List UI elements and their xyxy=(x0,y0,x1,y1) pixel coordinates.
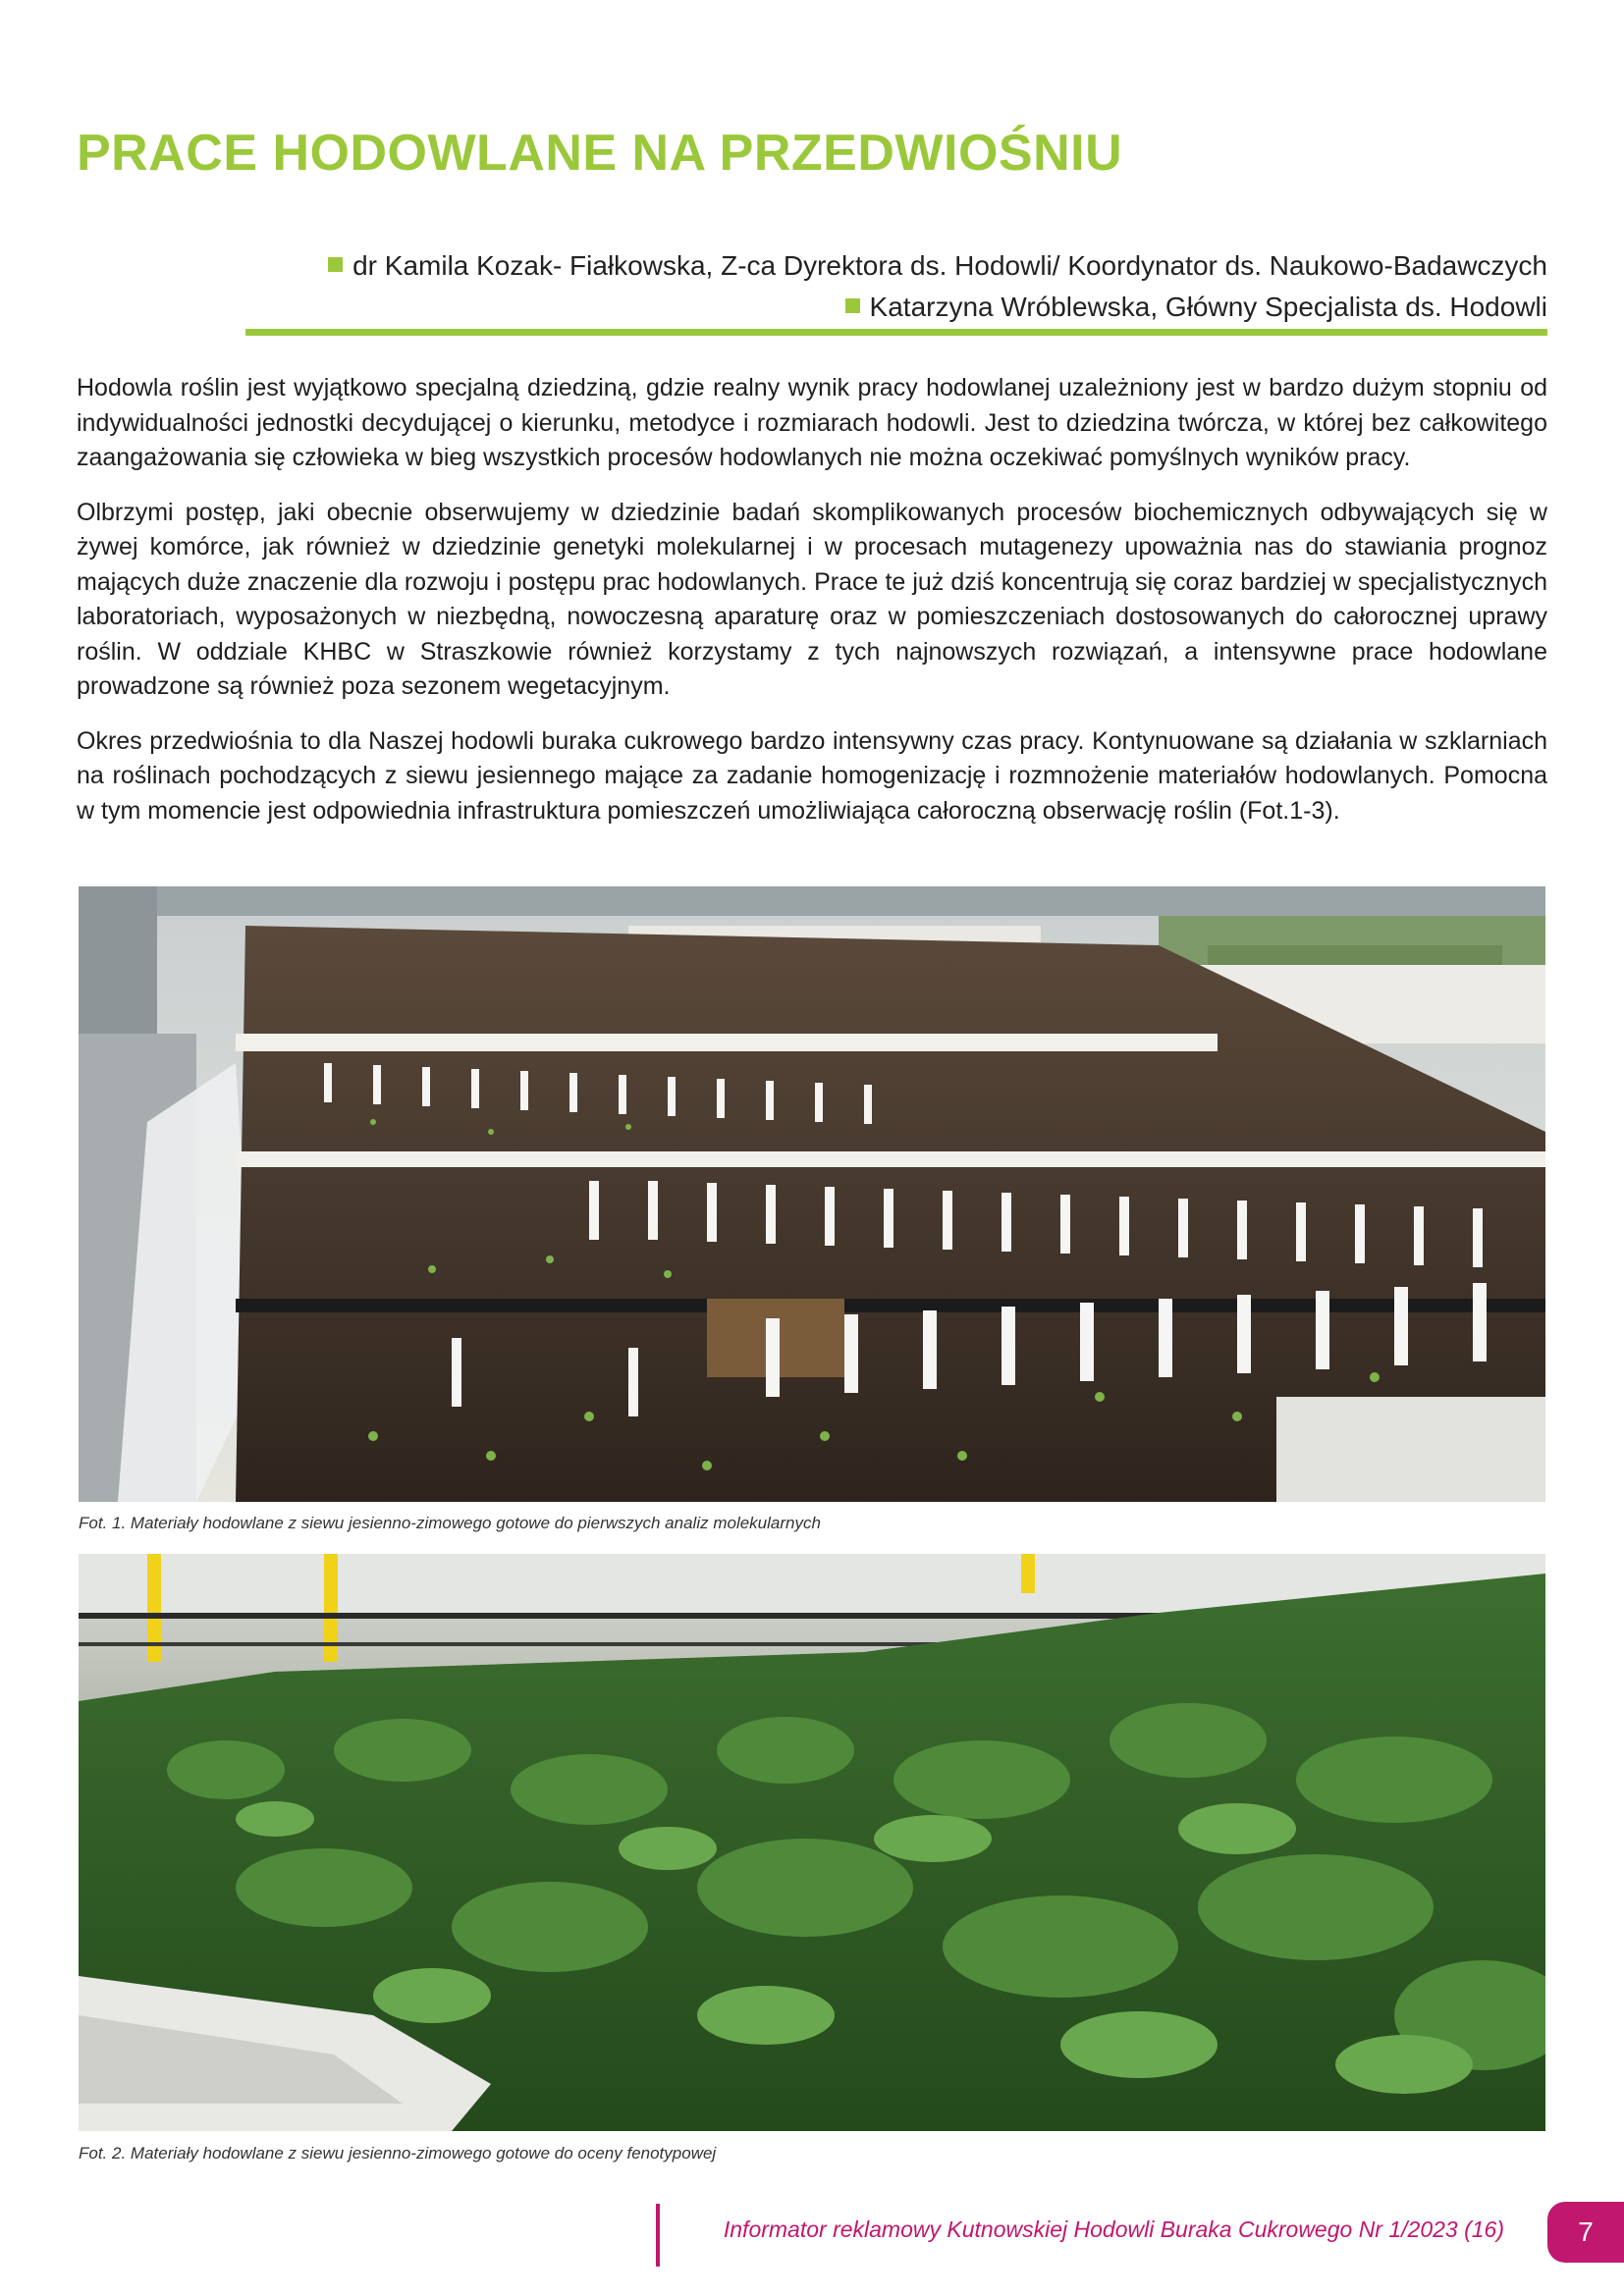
paragraph-1: Hodowla roślin jest wyjątkowo specjalną dziedziną, gdzie realny wynik pracy hodowlanej uzależniony jest w bardzo dużym stopniu od indywidualności jednostki decydującej o kierunku, metodyce i rozmiarach hodowli. Jest to dziedzina twórcza, w której bez całkowitego zaangażowania się człowieka w bieg wszystkich procesów hodowlanych nie można oczekiwać pomyślnych wyników pracy. xyxy=(77,374,1547,471)
author-1-text: dr Kamila Kozak- Fiałkowska, Z-ca Dyrektora ds. Hodowli/ Koordynator ds. Naukowo-Badawczych xyxy=(352,250,1547,281)
paragraph-3: Okres przedwiośnia to dla Naszej hodowli buraka cukrowego bardzo intensywny czas pracy. Kontynuowane są działania w szklarniach na roślinach pochodzących z siewu jesiennego mające za zadanie homogenizację i rozmnożenie materiałów hodowlanych. Pomocna w tym momencie jest odpowiednia infrastruktura pomieszczeń umożliwiająca całoroczną obserwację roślin (Fot.1-3). xyxy=(77,726,1547,825)
photo-sugar-beet-leaves xyxy=(79,1554,1545,2131)
author-1 xyxy=(245,245,1547,287)
photo-1-caption: Fot. 1. Materiały hodowlane z siewu jesienno-zimowego gotowe do pierwszych analiz molekularnych xyxy=(79,1514,821,1532)
authors-divider xyxy=(245,329,1547,336)
green-square-bullet-icon xyxy=(845,298,860,313)
author-list xyxy=(245,245,1547,328)
paragraph-2: Olbrzymi postęp, jaki obecnie obserwujemy w dziedzinie badań skomplikowanych procesów biochemicznych odbywających się w żywej komórce, jak również w dziedzinie genetyki molekularnej i w procesach mutagenezy upoważnia nas do stawiania prognoz mających duże znaczenie dla rozwoju i postępu prac hodowlanych. Prace te już dziś koncentrują się coraz bardziej w specjalistycznych laboratoriach, wyposażonych w niezbędną, nowoczesną aparaturę oraz w pomieszczeniach dostosowanych do całorocznej uprawy roślin. W oddziale KHBC w Straszkowie również korzystamy z tych najnowszych rozwiązań, a intensywne prace hodowlane prowadzone są również poza sezonem wegetacyjnym. xyxy=(77,498,1547,700)
author-2 xyxy=(245,287,1547,328)
author-2-text: Katarzyna Wróblewska, Główny Specjalista ds. Hodowli xyxy=(869,292,1547,322)
article-body xyxy=(77,371,1547,848)
publication-name: Informator reklamowy Kutnowskiej Hodowli Buraka Cukrowego Nr 1/2023 (16) xyxy=(723,2216,1504,2242)
photo-greenhouse-seedling-trays xyxy=(79,886,1545,1502)
page-number: 7 xyxy=(1547,2202,1624,2263)
photo-2-caption: Fot. 2. Materiały hodowlane z siewu jesienno-zimowego gotowe do oceny fenotypowej xyxy=(79,2144,717,2163)
article-title: PRACE HODOWLANE NA PRZEDWIOŚNIU xyxy=(77,125,1123,182)
green-square-bullet-icon xyxy=(328,257,343,272)
